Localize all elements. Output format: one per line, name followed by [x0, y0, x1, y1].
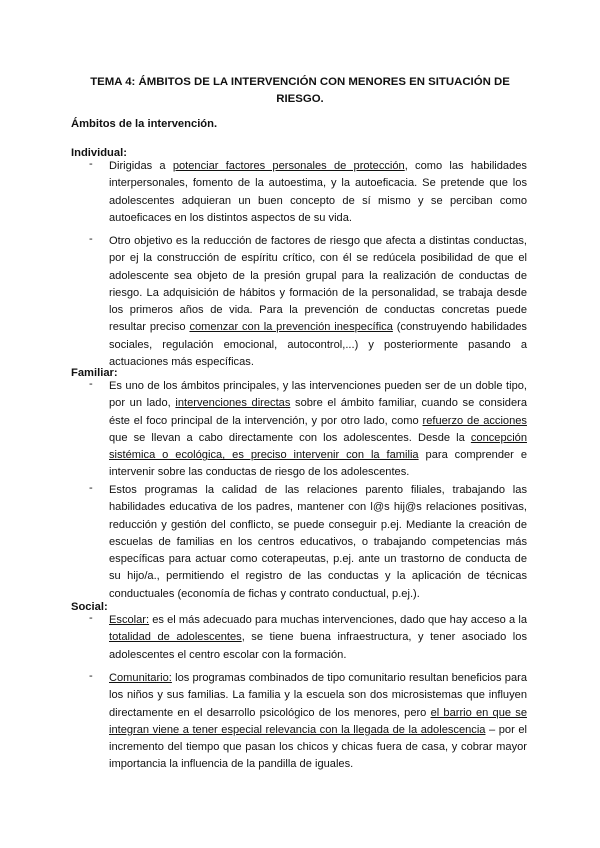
underlined-text: refuerzo de acciones [422, 414, 527, 427]
heading-individual: Individual: [71, 147, 127, 159]
bullet-dash: - [89, 482, 93, 494]
bullet-dash: - [89, 612, 93, 624]
text: Estos programas la calidad de las relaciones parento filiales, trabajando las habilidades educativa de los padres, mantener con l@s hij@s relaciones positivas, reducción y gestión del conflicto, se puede conseguir p.ej. Mediante la creación de escuelas de familias en los centros educativos, o trabajando competencias más específicas para actuar como coterapeutas, p.ej. ante un trastorno de conducta de su hijo/a., permitiendo el registro de las conductas y la aplicación de técnicas conductuales (economía de fichas y contrato conductual, p.ej.). [109, 484, 527, 600]
text: los programas combinados de tipo comunitario resultan beneficios para los niños y sus familias. La familia y la escuela son dos microsistemas que influyen directamente en el desarrollo psicológico de los menores, pero [109, 672, 527, 719]
paragraph [109, 482, 527, 603]
paragraph [109, 158, 527, 227]
section-heading: Ámbitos de la intervención. [71, 118, 218, 130]
text: Es uno de los ámbitos principales, y las intervenciones pueden ser de un doble tipo, por un lado, [109, 380, 527, 410]
paragraph [109, 670, 527, 774]
text: que se llevan a cabo directamente con los adolescentes. Desde la [109, 431, 471, 444]
underlined-text: comenzar con la prevención inespecífica [189, 321, 393, 334]
paragraph [109, 378, 527, 482]
text: para comprender e intervenir sobre las conductas de riesgo de los adolescentes. [109, 449, 527, 479]
text: Dirigidas a [109, 160, 173, 172]
paragraph [109, 612, 527, 664]
underlined-text: concepción sistémica o ecológica, es preciso intervenir con la familia [109, 431, 527, 462]
underlined-text: Comunitario: [109, 672, 172, 684]
heading-familiar: Familiar: [71, 367, 118, 379]
underlined-text: Escolar: [109, 614, 150, 626]
list-item-individual-2 [89, 233, 527, 371]
text: , como las habilidades interpersonales, fomento de la autoestima, y la autoeficacia. Se pretende que los adolescentes adquieran un buen concepto de sí mismo y se perciban como autoeficaces en los distintos aspectos de su vida. [109, 160, 527, 224]
list-item-social-2 [89, 670, 527, 774]
bullet-dash: - [89, 378, 93, 390]
text: – por el incremento del tiempo que pasan los chicos y chicas fuera de casa, y cobrar mayor importancia la influencia de la pandilla de iguales. [109, 723, 527, 771]
list-item-familiar-1 [89, 378, 527, 482]
underlined-text: intervenciones directas [175, 397, 291, 410]
heading-social: Social: [71, 601, 108, 613]
underlined-text: el barrio en que se integran viene a tener especial relevancia con la llegada de la adolescencia [109, 706, 527, 736]
bullet-dash: - [89, 670, 93, 682]
text: Otro objetivo es la reducción de factores de riesgo que afecta a distintas conductas, por ej la construcción de espíritu crítico, con él se redúcela posibilidad de que el adolescente sea objeto de la presión grupal para la realización de conductas de riesgo. La adquisición de hábitos y formación de la personalidad, se trabaja desde los primeros años de vida. Para la prevención de conductas concretas puede resultar preciso [109, 235, 527, 334]
paragraph [109, 233, 527, 371]
list-item-familiar-2 [89, 482, 527, 603]
text: sobre el ámbito familiar, cuando se considera éste el foco principal de la intervención, y por otro lado, como [109, 397, 527, 427]
text: es el más adecuado para muchas intervenciones, dado que hay acceso a la [149, 614, 527, 626]
document-title: TEMA 4: ÁMBITOS DE LA INTERVENCIÓN CON MENORES EN SITUACIÓN DE RIESGO. [90, 76, 510, 105]
underlined-text: totalidad de adolescentes [109, 631, 242, 644]
text: (construyendo habilidades sociales, regulación emocional, autocontrol,...) y posteriormente pasando a actuaciones más específicas. [109, 321, 527, 369]
text: , se tiene buena infraestructura, y tener asociado los adolescentes el centro escolar con la formación. [109, 631, 527, 661]
bullet-dash: - [89, 158, 93, 170]
list-item-individual-1 [89, 158, 527, 227]
list-item-social-1 [89, 612, 527, 664]
bullet-dash: - [89, 233, 93, 245]
underlined-text: potenciar factores personales de protección [172, 160, 405, 172]
